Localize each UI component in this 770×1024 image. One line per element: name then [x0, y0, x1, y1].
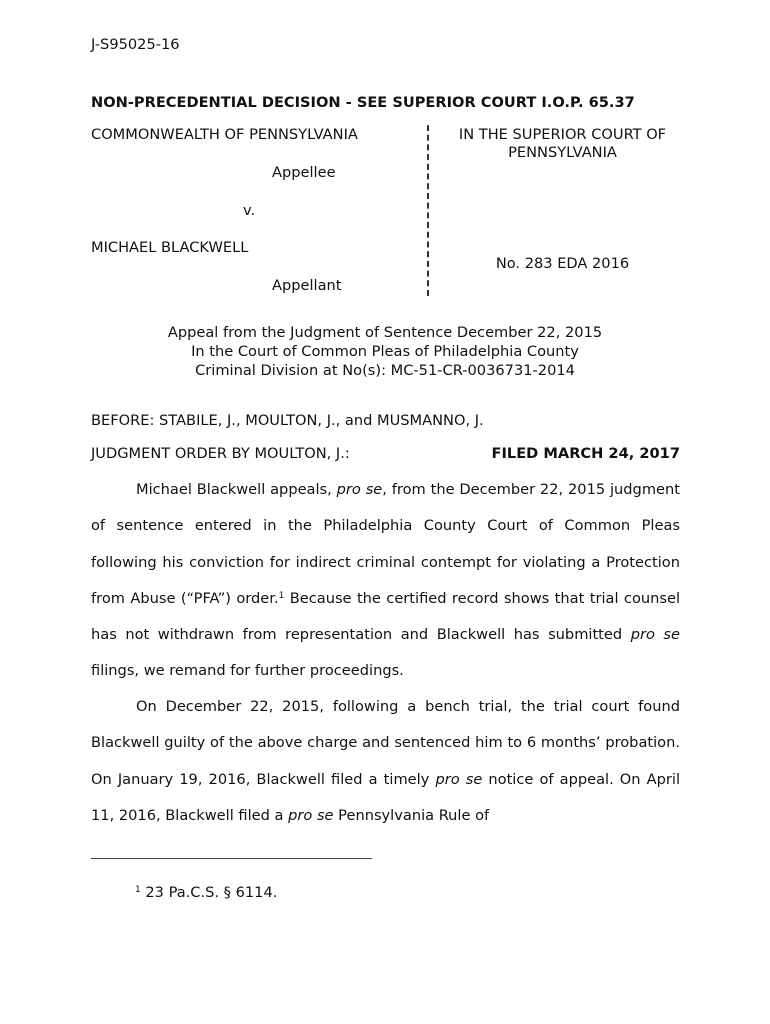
footnote-separator — [91, 858, 372, 859]
court-name-line1: IN THE SUPERIOR COURT OF — [458, 126, 667, 143]
docket-number: No. 283 EDA 2016 — [495, 255, 630, 272]
appeal-line2: In the Court of Common Pleas of Philadelphia County — [191, 343, 579, 360]
footnote-1 — [135, 884, 277, 901]
paragraph-1: Michael Blackwell appeals, pro se, from the December 22, 2015 judgment of sentence entered in the Philadelphia County Court of Common Pleas following his conviction for indirect criminal contempt for violating a Protection from Abuse (“PFA”) order.$^1$ Because the certified record shows that trial counsel has not withdrawn from representation and Blackwell has submitted pro se filings, we remand for further proceedings. — [91, 481, 681, 680]
panel-before: BEFORE: STABILE, J., MOULTON, J., and MUSMANNO, J. — [91, 412, 484, 429]
court-name-line2: PENNSYLVANIA — [508, 144, 617, 161]
caption-court — [440, 126, 685, 272]
appellee-role: Appellee — [272, 164, 336, 181]
footnote-marker: 1 — [135, 885, 141, 895]
non-precedential-notice: NON-PRECEDENTIAL DECISION - SEE SUPERIOR COURT I.O.P. 65.37 — [91, 94, 635, 111]
judgment-order-by: JUDGMENT ORDER BY MOULTON, J.: — [91, 445, 350, 462]
appeal-line1: Appeal from the Judgment of Sentence December 22, 2015 — [167, 324, 603, 341]
document-id: J-S95025-16 — [91, 36, 180, 53]
appellee-name: COMMONWEALTH OF PENNSYLVANIA — [91, 126, 358, 143]
appeal-info — [0, 323, 770, 380]
paragraph-2: On December 22, 2015, following a bench trial, the trial court found Blackwell guilty of the above charge and sentenced him to 6 months’ probation. On January 19, 2016, Blackwell filed a timely pro se notice of appeal. On April 11, 2016, Blackwell filed a pro se Pennsylvania Rule of — [91, 698, 680, 824]
footnote-text: 23 Pa.C.S. § 6114. — [140, 884, 278, 901]
appellant-role: Appellant — [272, 277, 342, 294]
appeal-line3: Criminal Division at No(s): MC-51-CR-0036731-2014 — [195, 362, 575, 379]
versus: v. — [243, 202, 256, 219]
filed-date: FILED MARCH 24, 2017 — [491, 445, 680, 462]
caption-divider — [427, 125, 429, 296]
appellant-name: MICHAEL BLACKWELL — [91, 239, 249, 256]
footnote-reference[interactable]: 1 — [278, 590, 285, 601]
